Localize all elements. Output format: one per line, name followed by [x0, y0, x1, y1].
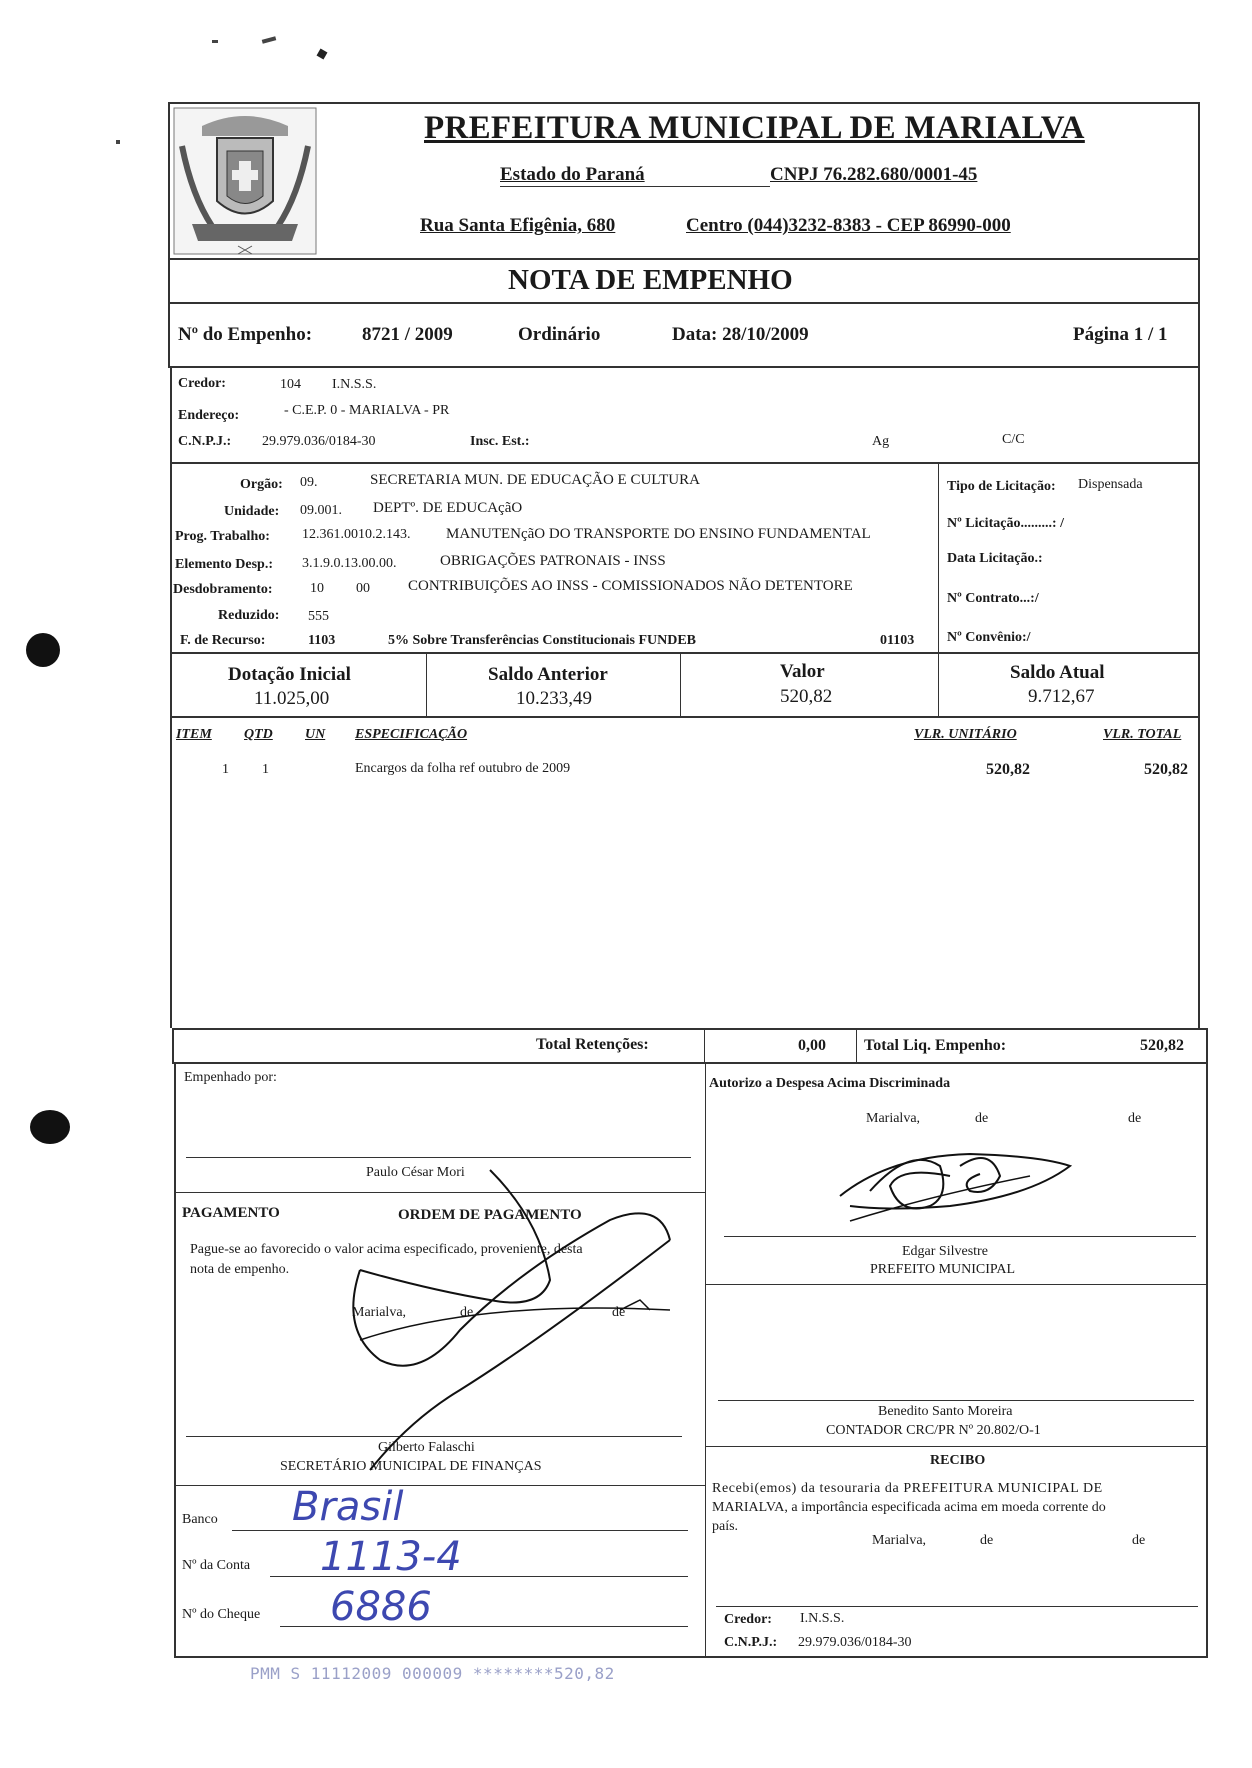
col-un: UN: [305, 727, 326, 742]
ordem-pagamento-label: ORDEM DE PAGAMENTO: [398, 1207, 582, 1223]
saldo-atual-label: Saldo Atual: [1010, 662, 1105, 683]
prefeito-name: Edgar Silvestre: [902, 1244, 988, 1259]
retencoes-label: Total Retenções:: [536, 1036, 649, 1053]
orgao-name: SECRETARIA MUN. DE EDUCAÇÃO E CULTURA: [370, 472, 700, 488]
ag-label: Ag: [872, 434, 890, 449]
rec-de1: de: [980, 1533, 994, 1548]
cheque-label: Nº do Cheque: [182, 1607, 261, 1622]
unidade-label: Unidade:: [224, 504, 280, 519]
address-field-label: Endereço:: [178, 408, 240, 423]
pag-de1: de: [460, 1305, 474, 1320]
unidade-code: 09.001.: [300, 503, 342, 518]
speck: [262, 36, 277, 43]
prefeito-signature: [830, 1136, 1080, 1236]
desd-name: CONTRIBUIÇÕES AO INSS - COMISSIONADOS NÃO DETENTORE: [408, 578, 853, 594]
orgao-label: Orgão:: [240, 477, 283, 492]
insc-label: Insc. Est.:: [470, 434, 530, 449]
pag-marialva: Marialva,: [352, 1305, 407, 1320]
saldo-atual-value: 9.712,67: [1028, 686, 1095, 707]
secretario-name: Gilberto Falaschi: [378, 1440, 475, 1455]
empenho-number: 8721 / 2009: [362, 324, 453, 345]
page-number: Página 1 / 1: [1073, 324, 1168, 345]
pagamento-text2: nota de empenho.: [190, 1262, 290, 1277]
totals-frame: [172, 1028, 1208, 1064]
recibo-title: RECIBO: [930, 1453, 986, 1468]
recibo-cnpj-label: C.N.P.J.:: [724, 1635, 778, 1650]
pag-de2: de: [612, 1305, 626, 1320]
speck: [116, 140, 120, 144]
row-total: 520,82: [1144, 761, 1188, 778]
prog-label: Prog. Trabalho:: [175, 529, 270, 544]
num-licitacao: Nº Licitação.........: /: [947, 516, 1064, 531]
speck: [317, 49, 328, 60]
dotacao-label: Dotação Inicial: [228, 664, 351, 685]
prog-code: 12.361.0010.2.143.: [302, 527, 411, 542]
empenhado-label: Empenhado por:: [184, 1070, 277, 1085]
address-label: Rua Santa Efigênia, 680: [420, 215, 616, 236]
credor-address: - C.E.P. 0 - MARIALVA - PR: [284, 403, 450, 418]
row-item: 1: [222, 762, 229, 777]
reduzido-code: 555: [308, 609, 329, 624]
retencoes-value: 0,00: [798, 1037, 826, 1054]
recurso-code2: 01103: [880, 633, 915, 648]
row-unitario: 520,82: [986, 761, 1030, 778]
state-label: Estado do Paraná: [500, 164, 645, 185]
banco-value: Brasil: [292, 1484, 404, 1530]
prefeito-title: PREFEITO MUNICIPAL: [870, 1262, 1016, 1277]
rec-de2: de: [1132, 1533, 1146, 1548]
recibo-cnpj: 29.979.036/0184-30: [798, 1635, 912, 1650]
desd-label: Desdobramento:: [173, 582, 273, 597]
aut-de2: de: [1128, 1111, 1142, 1126]
autorizo-label: Autorizo a Despesa Acima Discriminada: [709, 1076, 951, 1091]
contador-title: CONTADOR CRC/PR Nº 20.802/O-1: [826, 1423, 1041, 1438]
elem-label: Elemento Desp.:: [175, 557, 273, 572]
data-licitacao: Data Licitação.:: [947, 551, 1043, 566]
dotacao-value: 11.025,00: [254, 688, 330, 709]
tipo-licitacao-label: Tipo de Licitação:: [947, 479, 1056, 494]
valor-label: Valor: [780, 661, 825, 682]
recibo-credor-label: Credor:: [724, 1612, 772, 1627]
document-title: NOTA DE EMPENHO: [508, 264, 793, 296]
cnpj-label: CNPJ 76.282.680/0001-45: [770, 164, 978, 185]
recibo-text1: Recebi(emos) da tesouraria da PREFEITURA MUNICIPAL DE: [712, 1481, 1103, 1496]
contrato: Nº Contrato...:/: [947, 591, 1039, 606]
pagamento-label: PAGAMENTO: [182, 1205, 280, 1221]
valor-value: 520,82: [780, 686, 833, 707]
credor-cnpj-label: C.N.P.J.:: [178, 434, 232, 449]
tipo-licitacao: Dispensada: [1078, 477, 1143, 492]
desd-code1: 10: [310, 581, 324, 596]
elem-name: OBRIGAÇÕES PATRONAIS - INSS: [440, 553, 666, 569]
conta-label: Nº da Conta: [182, 1558, 251, 1573]
empenho-type: Ordinário: [518, 324, 601, 345]
col-qtd: QTD: [244, 727, 273, 742]
unidade-name: DEPTº. DE EDUCAçãO: [373, 500, 523, 516]
aut-de1: de: [975, 1111, 989, 1126]
credor-code: 104: [280, 377, 301, 392]
coat-of-arms-logo: [172, 106, 318, 256]
recibo-text2: MARIALVA, a importância especificada acima em moeda corrente do: [712, 1500, 1106, 1515]
page-title: PREFEITURA MUNICIPAL DE MARIALVA: [424, 110, 1085, 146]
credor-label: Credor:: [178, 376, 226, 391]
col-especificacao: ESPECIFICAÇÃO: [355, 727, 468, 742]
recurso-label: F. de Recurso:: [180, 633, 266, 648]
desd-code2: 00: [356, 581, 370, 596]
credor-cnpj: 29.979.036/0184-30: [262, 434, 376, 449]
recurso-name: 5% Sobre Transferências Constitucionais FUNDEB: [388, 633, 697, 648]
speck: [212, 40, 218, 43]
items-frame: [170, 718, 1200, 1028]
pagamento-text: Pague-se ao favorecido o valor acima especificado, proveniente, desta: [190, 1242, 583, 1257]
convenio: Nº Convênio:/: [947, 630, 1031, 645]
saldo-anterior-label: Saldo Anterior: [488, 664, 608, 685]
prog-name: MANUTENçãO DO TRANSPORTE DO ENSINO FUNDAMENTAL: [446, 526, 871, 542]
empenhado-name: Paulo César Mori: [366, 1165, 465, 1180]
rec-marialva: Marialva,: [872, 1533, 927, 1548]
punch-hole: [26, 633, 60, 667]
cc-label: C/C: [1002, 432, 1025, 447]
row-especificacao: Encargos da folha ref outubro de 2009: [355, 761, 571, 776]
empenho-date: Data: 28/10/2009: [672, 324, 809, 345]
liq-empenho-label: Total Liq. Empenho:: [864, 1037, 1007, 1054]
punch-hole: [30, 1110, 70, 1144]
liq-empenho-value: 520,82: [1140, 1037, 1184, 1054]
cheque-value: 6886: [330, 1584, 432, 1630]
contador-name: Benedito Santo Moreira: [878, 1404, 1013, 1419]
banco-label: Banco: [182, 1512, 218, 1527]
row-qtd: 1: [262, 762, 269, 777]
empenho-label: Nº do Empenho:: [178, 324, 313, 345]
col-unitario: VLR. UNITÁRIO: [914, 727, 1017, 742]
recibo-credor: I.N.S.S.: [800, 1611, 845, 1626]
secretario-signature: [340, 1160, 700, 1480]
conta-value: 1113-4: [320, 1534, 462, 1580]
reduzido-label: Reduzido:: [218, 608, 280, 623]
elem-code: 3.1.9.0.13.00.00.: [302, 556, 397, 571]
col-item: ITEM: [176, 727, 212, 742]
aut-marialva: Marialva,: [866, 1111, 921, 1126]
orgao-code: 09.: [300, 475, 318, 490]
address-rest-label: Centro (044)3232-8383 - CEP 86990-000: [686, 215, 1011, 236]
credor-name: I.N.S.S.: [332, 377, 377, 392]
payment-stamp: PMM S 11112009 000009 ********520,82: [250, 1664, 615, 1683]
saldo-anterior-value: 10.233,49: [516, 688, 592, 709]
recibo-text3: país.: [712, 1519, 739, 1534]
recurso-code: 1103: [308, 633, 336, 648]
col-total: VLR. TOTAL: [1103, 727, 1182, 742]
secretario-title: SECRETÁRIO MUNICIPAL DE FINANÇAS: [280, 1459, 542, 1474]
